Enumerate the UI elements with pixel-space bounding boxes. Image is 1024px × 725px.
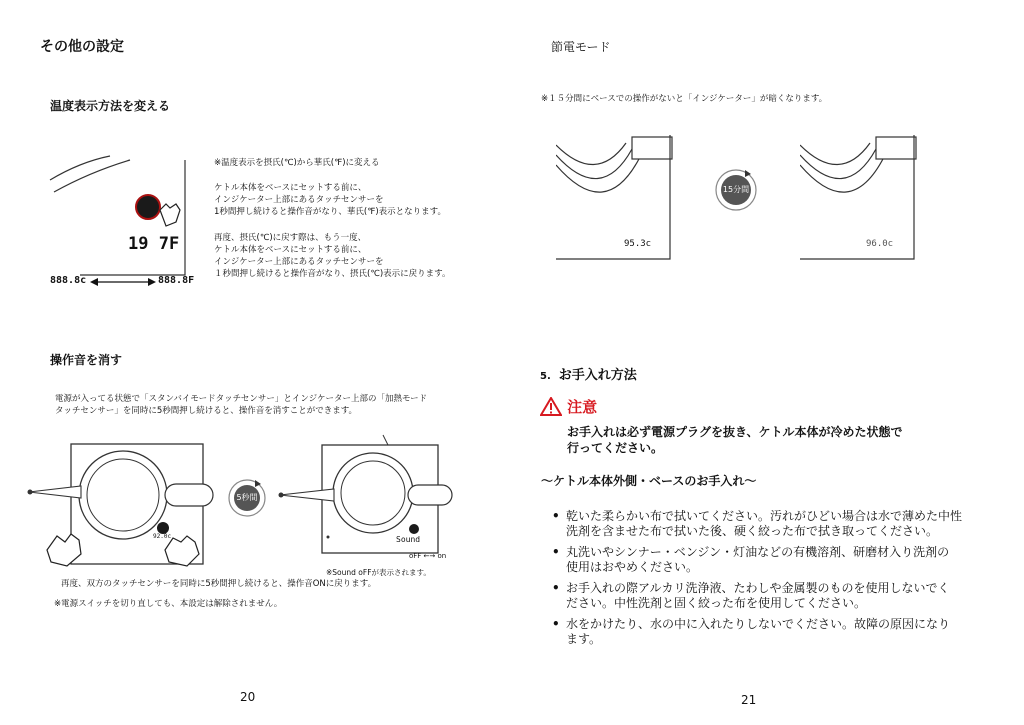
sound-section-heading: 操作音を消す — [50, 353, 123, 367]
timer-15-label: 15分間 — [722, 185, 750, 194]
sound-para-line: タッチセンサー」を同時に5秒間押し続けると、操作音を消すことができます。 — [55, 406, 358, 416]
bullet-dot-icon: • — [552, 617, 560, 631]
care-heading — [540, 364, 637, 383]
kettle-eco-after-illustration — [800, 135, 920, 263]
caution-header — [540, 396, 597, 417]
eco-mode-heading: 節電モード — [551, 40, 611, 54]
care-bullet — [552, 617, 972, 647]
temp-para-2-line: 再度、摂氏(℃)に戻す際は、もう一度、 — [214, 233, 367, 243]
caution-label: 注意 — [567, 398, 598, 416]
caution-line: お手入れは必ず電源プラグを抜き、ケトル本体が冷めた状態で — [567, 425, 903, 439]
temp-para-2-line: ケトル本体をベースにセットする前に、 — [214, 245, 367, 255]
temp-note: ※温度表示を摂氏(℃)から華氏(℉)に変える — [214, 158, 380, 168]
care-subheading: ～ケトル本体外側・ベースのお手入れ～ — [541, 474, 757, 488]
timer-label: 5秒間 — [236, 493, 258, 502]
temp-para-2-line: インジケーター上部にあるタッチセンサーを — [214, 257, 384, 267]
care-bullet-line: 使用はおやめください。 — [566, 560, 699, 574]
care-bullet-line: 洗剤を含ませた布で拭いた後、硬く絞った布で拭き取ってください。 — [566, 524, 939, 538]
care-bullet-line: 乾いた柔らかい布で拭いてください。汚れがひどい場合は水で薄めた中性 — [566, 509, 963, 523]
reset-note: ※電源スイッチを切り直しても、本設定は解除されません。 — [54, 599, 283, 609]
double-arrow-icon — [90, 277, 156, 287]
temp-para-2 — [214, 232, 451, 280]
care-bullet-text — [566, 581, 972, 611]
restore-text: 再度、双方のタッチセンサーを同時に5秒間押し続けると、操作音ONに戻ります。 — [61, 579, 377, 589]
care-bullet-text — [566, 617, 972, 647]
care-bullet — [552, 545, 972, 575]
care-bullet — [552, 581, 972, 611]
sound-off-note: ※Sound oFFが表示されます。 — [326, 568, 431, 577]
care-bullet-text — [566, 545, 972, 575]
warning-triangle-icon — [540, 397, 562, 416]
base-display-value: 92.0c — [153, 533, 172, 540]
care-bullet-line: お手入れの際アルカリ洗浄液、たわしや金属製のものを使用しないでく — [566, 581, 950, 595]
care-bullet-line: ださい。中性洗剤と固く絞った布を使用してください。 — [566, 596, 867, 610]
eco-display-before: 95.3c — [624, 239, 652, 249]
care-bullet-text — [566, 509, 972, 539]
eco-mode-note: ※１５分間にベースでの操作がないと「インジケーター」が暗くなります。 — [541, 94, 828, 104]
page-number-right: 21 — [741, 693, 757, 707]
care-bullet — [552, 509, 972, 539]
care-bullet-list — [552, 509, 972, 647]
temp-section-heading: 温度表示方法を変える — [50, 99, 171, 113]
kettle-pressing-illustration — [25, 440, 225, 575]
sound-label: Sound — [396, 535, 421, 544]
temp-para-1-line: 1秒間押し続けると操作音がなり、華氏(℉)表示となります。 — [214, 207, 446, 217]
unit-celsius-label: 888.8c — [50, 275, 87, 286]
care-bullet-line: 丸洗いやシンナー・ベンジン・灯油などの有機溶剤、研磨材入り洗剤の — [566, 545, 950, 559]
caution-text — [567, 424, 903, 456]
bullet-dot-icon: • — [552, 545, 560, 559]
temp-display-value: 19 7F — [128, 234, 180, 254]
temp-para-1 — [214, 182, 446, 218]
page-title: その他の設定 — [40, 39, 124, 55]
temp-para-1-line: ケトル本体をベースにセットする前に、 — [214, 183, 367, 193]
sound-para — [55, 393, 427, 417]
off-on-label: oFF ←→ on — [409, 552, 447, 560]
kettle-sound-off-illustration — [278, 433, 453, 563]
care-bullet-line: ます。 — [566, 632, 602, 646]
temp-para-2-line: １秒間押し続けると操作音がなり、摂氏(℃)表示に戻ります。 — [214, 269, 451, 279]
kettle-eco-before-illustration — [556, 135, 676, 263]
sound-para-line: 電源が入ってる状態で「スタンバイモードタッチセンサー」とインジケーター上部の「加熱モード — [55, 394, 428, 404]
care-section-number: 5. — [540, 371, 551, 382]
page-number-left: 20 — [240, 690, 256, 704]
temp-display-illustration — [40, 150, 200, 290]
eco-display-after: 96.0c — [866, 239, 894, 249]
unit-fahrenheit-label: 888.8F — [158, 275, 195, 286]
care-bullet-line: 水をかけたり、水の中に入れたりしないでください。故障の原因になり — [566, 617, 951, 631]
bullet-dot-icon: • — [552, 509, 560, 523]
bullet-dot-icon: • — [552, 581, 560, 595]
care-section-title: お手入れ方法 — [558, 368, 637, 383]
caution-line: 行ってください。 — [567, 441, 664, 455]
temp-para-1-line: インジケーター上部にあるタッチセンサーを — [214, 195, 384, 205]
